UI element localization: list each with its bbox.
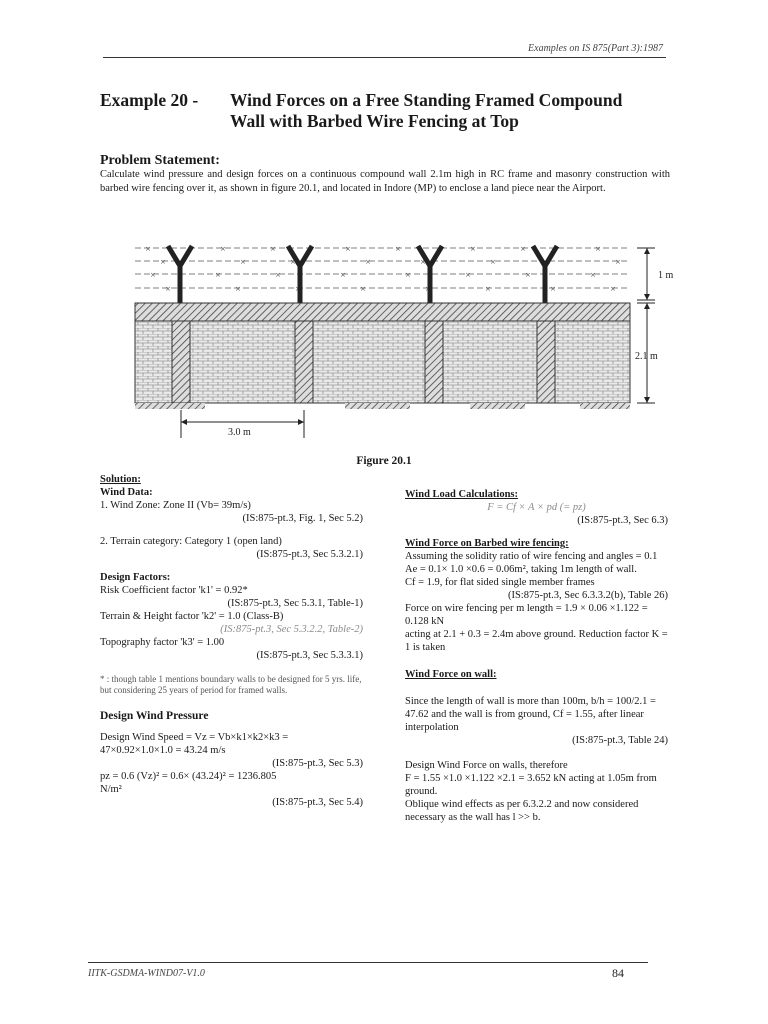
footer-rule bbox=[88, 962, 648, 963]
wind-load-ref: (IS:875-pt.3, Sec 6.3) bbox=[577, 515, 668, 526]
svg-text:×: × bbox=[550, 285, 556, 293]
dim-fence-label: 1 m bbox=[658, 270, 674, 281]
k2-ref: (IS:875-pt.3, Sec 5.3.2.2, Table-2) bbox=[220, 624, 363, 635]
svg-text:×: × bbox=[360, 285, 366, 293]
svg-text:×: × bbox=[525, 271, 531, 279]
svg-text:×: × bbox=[395, 245, 401, 253]
oblique-wind-note: Oblique wind effects as per 6.3.2.2 and now considered necessary as the wall has l >> b. bbox=[405, 799, 639, 823]
wall-force-heading: Wind Force on wall: bbox=[405, 669, 497, 680]
svg-text:×: × bbox=[590, 271, 596, 279]
effective-area: Ae = 0.1× 1.0 ×0.6 = 0.06m², taking 1m length of wall. bbox=[405, 564, 637, 575]
svg-text:×: × bbox=[420, 258, 426, 266]
svg-text:×: × bbox=[145, 245, 151, 253]
svg-text:×: × bbox=[290, 258, 296, 266]
dim-wall-label: 2.1 m bbox=[635, 351, 658, 362]
svg-text:×: × bbox=[485, 285, 491, 293]
svg-text:×: × bbox=[345, 245, 351, 253]
example-number: Example 20 - bbox=[100, 90, 199, 110]
dim-span-label: 3.0 m bbox=[228, 427, 251, 438]
svg-text:×: × bbox=[340, 271, 346, 279]
k3-ref: (IS:875-pt.3, Sec 5.3.3.1) bbox=[256, 650, 363, 661]
svg-text:×: × bbox=[165, 285, 171, 293]
svg-text:×: × bbox=[595, 245, 601, 253]
page-number: 84 bbox=[612, 966, 624, 980]
right-column bbox=[405, 488, 668, 824]
fencing-force: Force on wire fencing per m length = 1.9 × 0.06 ×1.122 = 0.128 kN bbox=[405, 603, 648, 627]
design-force-intro: Design Wind Force on walls, therefore bbox=[405, 760, 568, 771]
wind-zone: 1. Wind Zone: Zone II (Vb= 39m/s) bbox=[100, 500, 251, 511]
pressure-unit: N/m² bbox=[100, 784, 122, 795]
wind-load-heading: Wind Load Calculations: bbox=[405, 489, 519, 500]
force-coefficient: Cf = 1.9, for flat sided single member frames bbox=[405, 577, 595, 588]
footer-doc-id: IITK-GSDMA-WIND07-V1.0 bbox=[88, 968, 205, 979]
fence-posts bbox=[168, 246, 557, 303]
terrain-category: 2. Terrain category: Category 1 (open land) bbox=[100, 536, 282, 547]
svg-text:×: × bbox=[425, 285, 431, 293]
figure-compound-wall bbox=[125, 238, 685, 438]
footnote: * : though table 1 mentions boundary walls to be designed for 5 yrs. life, but considering 25 years of period for framed walls. bbox=[100, 674, 362, 695]
ground-footings bbox=[135, 403, 630, 409]
svg-text:×: × bbox=[490, 258, 496, 266]
pressure-equation: pz = 0.6 (Vz)² = 0.6× (43.24)² = 1236.805 bbox=[100, 771, 277, 782]
design-factors-heading: Design Factors: bbox=[100, 572, 171, 583]
svg-text:×: × bbox=[295, 285, 301, 293]
barbed-wires bbox=[135, 248, 630, 288]
barb-marks bbox=[145, 245, 621, 293]
svg-text:×: × bbox=[615, 258, 621, 266]
wind-data-heading: Wind Data: bbox=[100, 487, 153, 498]
design-wind-pressure-heading: Design Wind Pressure bbox=[100, 710, 209, 722]
solidity-ratio: Assuming the solidity ratio of wire fencing and angles = 0.1 bbox=[405, 551, 658, 562]
svg-text:×: × bbox=[520, 245, 526, 253]
problem-text: Calculate wind pressure and design forces on a continuous compound wall 2.1m high in RC frame and masonry construction with barbed wire fencing over it, as shown in figure 20.1, and located in Indore (MP) to enclose a land piece near the Airport. bbox=[100, 169, 670, 194]
svg-text:×: × bbox=[545, 258, 551, 266]
svg-text:×: × bbox=[470, 245, 476, 253]
pressure-ref: (IS:875-pt.3, Sec 5.4) bbox=[272, 797, 363, 808]
svg-text:×: × bbox=[610, 285, 616, 293]
design-wind-speed-value: 47×0.92×1.0×1.0 = 43.24 m/s bbox=[100, 745, 226, 756]
terrain-ref: (IS:875-pt.3, Sec 5.3.2.1) bbox=[256, 549, 363, 560]
example-title bbox=[100, 90, 622, 132]
svg-text:×: × bbox=[160, 258, 166, 266]
running-header: Examples on IS 875(Part 3):1987 bbox=[528, 43, 663, 54]
k3-factor: Topography factor 'k3' = 1.00 bbox=[100, 637, 225, 648]
coping-beam bbox=[135, 303, 630, 321]
svg-text:×: × bbox=[240, 258, 246, 266]
title-line-2: Wall with Barbed Wire Fencing at Top bbox=[230, 111, 519, 131]
svg-text:×: × bbox=[465, 271, 471, 279]
svg-text:×: × bbox=[215, 271, 221, 279]
svg-text:×: × bbox=[235, 285, 241, 293]
k1-factor: Risk Coefficient factor 'k1' = 0.92* bbox=[100, 585, 248, 596]
title-line-1: Wind Forces on a Free Standing Framed Compound bbox=[230, 90, 623, 110]
svg-text:×: × bbox=[220, 245, 226, 253]
wall-coefficient-ref: (IS:875-pt.3, Table 24) bbox=[572, 735, 668, 746]
design-force-equation: F = 1.55 ×1.0 ×1.122 ×2.1 = 3.652 kN acting at 1.05m from ground. bbox=[405, 773, 657, 797]
design-wind-speed: Design Wind Speed = Vz = Vb×k1×k2×k3 = bbox=[100, 732, 289, 743]
wind-zone-ref: (IS:875-pt.3, Fig. 1, Sec 5.2) bbox=[242, 513, 363, 524]
design-wind-speed-ref: (IS:875-pt.3, Sec 5.3) bbox=[272, 758, 363, 769]
svg-text:×: × bbox=[150, 271, 156, 279]
svg-text:×: × bbox=[270, 245, 276, 253]
left-column bbox=[100, 473, 363, 809]
k1-ref: (IS:875-pt.3, Sec 5.3.1, Table-1) bbox=[227, 598, 363, 609]
barbed-wire-heading: Wind Force on Barbed wire fencing: bbox=[405, 538, 569, 549]
k2-factor: Terrain & Height factor 'k2' = 1.0 (Class-B) bbox=[100, 611, 284, 622]
figure-caption: Figure 20.1 bbox=[356, 455, 412, 467]
wind-load-equation: F = Cf × A × pd (= pz) bbox=[487, 502, 586, 513]
header-rule bbox=[103, 57, 666, 58]
solution-heading: Solution: bbox=[100, 474, 141, 485]
wall-coefficient: Since the length of wall is more than 100m, b/h = 100/2.1 = 47.62 and the wall is from ground, Cf = 1.55, after linear interpolation bbox=[405, 696, 656, 733]
svg-text:×: × bbox=[365, 258, 371, 266]
problem-heading: Problem Statement: bbox=[100, 153, 220, 168]
force-coefficient-ref: (IS:875-pt.3, Sec 6.3.3.2(b), Table 26) bbox=[507, 590, 668, 601]
fencing-force-height: acting at 2.1 + 0.3 = 2.4m above ground. Reduction factor K = 1 is taken bbox=[405, 629, 668, 653]
svg-text:×: × bbox=[405, 271, 411, 279]
svg-text:×: × bbox=[275, 271, 281, 279]
masonry-infill bbox=[135, 321, 630, 403]
